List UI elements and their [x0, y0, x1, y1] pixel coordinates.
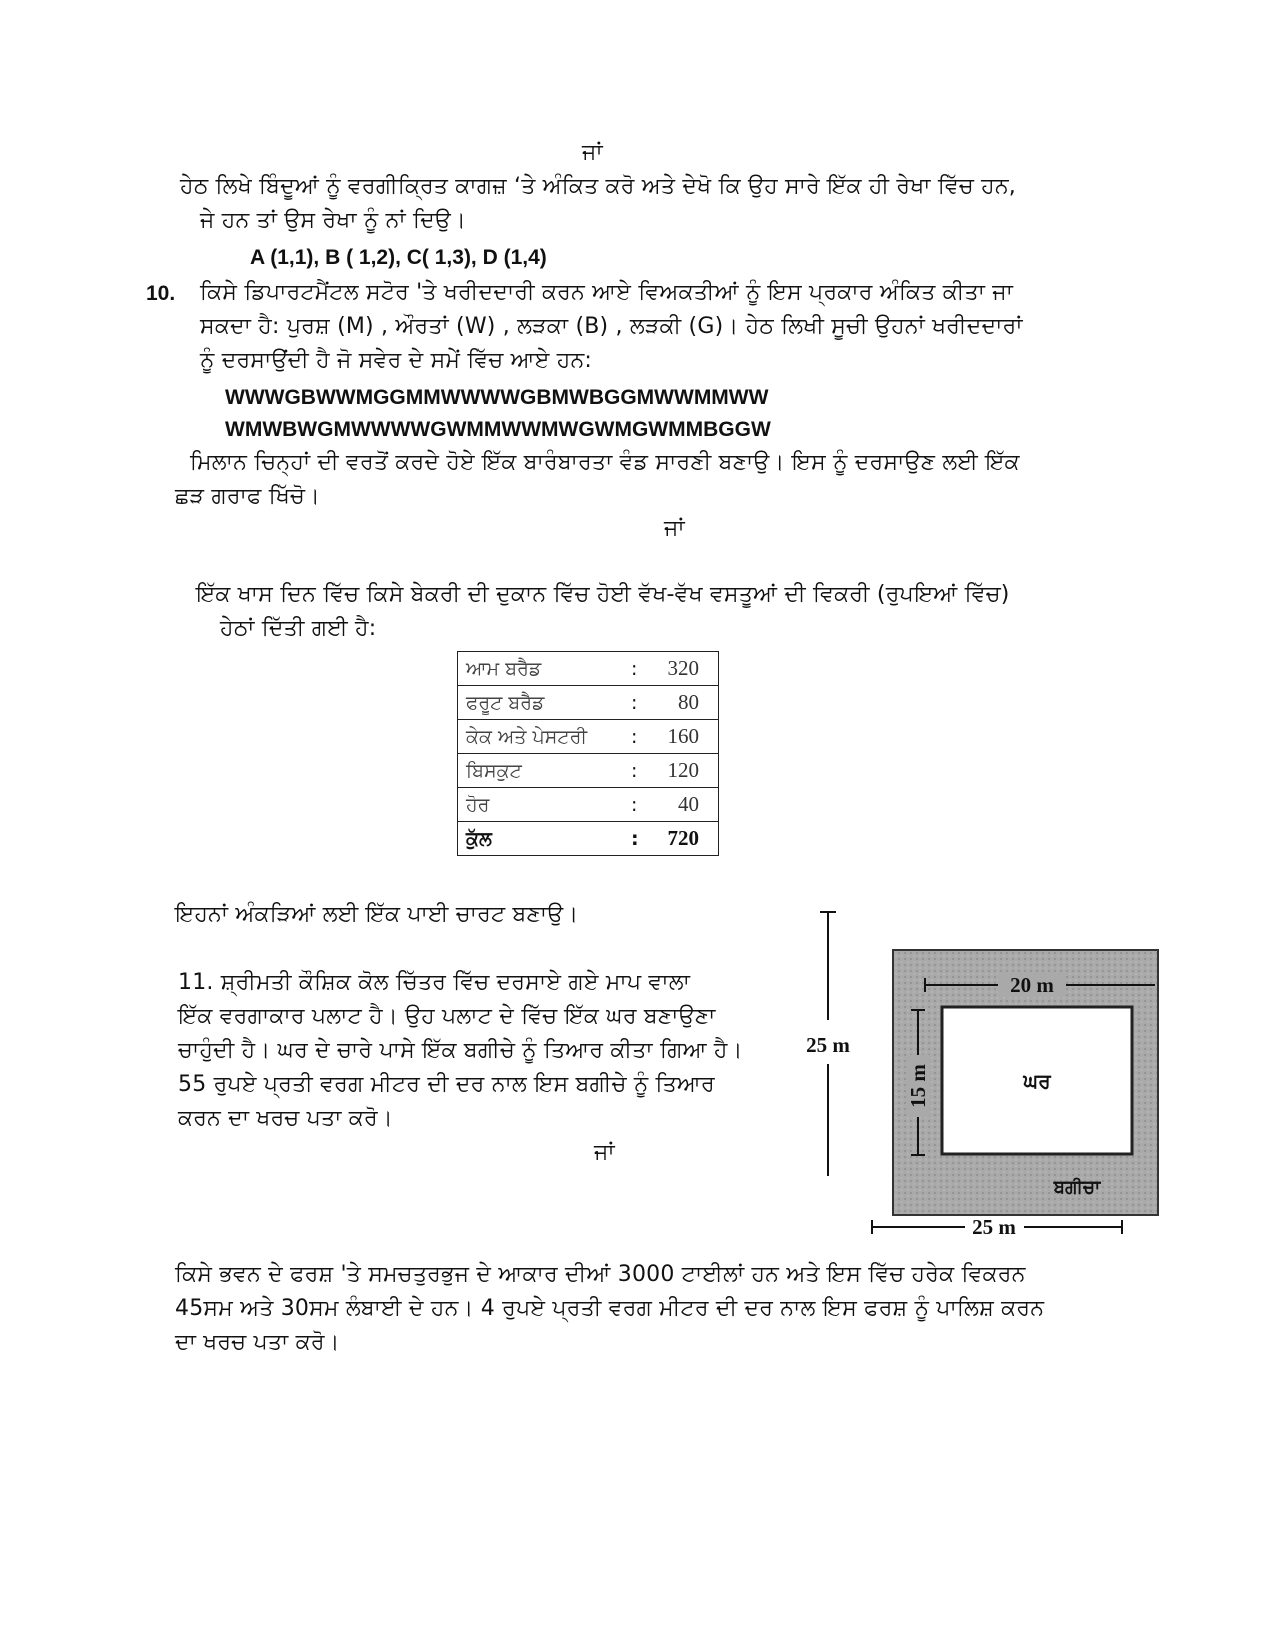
separator: :: [631, 658, 638, 680]
item-value: 40: [678, 792, 699, 816]
table-row: [458, 754, 719, 788]
q10-number: 10.: [146, 282, 176, 305]
plot-base-label: 25 m: [972, 1215, 1016, 1239]
house-height-label: 15 m: [906, 1064, 930, 1108]
separator: :: [631, 828, 639, 850]
item-name: ਕੇਕ ਅਤੇ ਪੇਸਟਰੀ: [466, 726, 588, 748]
separator: :: [631, 760, 638, 782]
plot-figure: [806, 940, 1190, 1250]
q11-line-1: 11. ਸ਼੍ਰੀਮਤੀ ਕੌਸ਼ਿਕ ਕੋਲ ਚਿੱਤਰ ਵਿੱਚ ਦਰਸਾਏ ਗਏ ਮਾਪ ਵਾਲਾ: [178, 970, 691, 995]
q11-line-2: ਇੱਕ ਵਰਗਾਕਾਰ ਪਲਾਟ ਹੈ। ਉਹ ਪਲਾਟ ਦੇ ਵਿੱਚ ਇੱਕ ਘਰ ਬਣਾਉਣਾ: [178, 1004, 716, 1029]
item-name: ਬਿਸਕੁਟ: [466, 760, 522, 782]
q10-alt-line-3: ਇਹਨਾਂ ਅੰਕੜਿਆਂ ਲਈ ਇੱਕ ਪਾਈ ਚਾਰਟ ਬਣਾਉ।: [175, 902, 579, 927]
bakery-sales-table: [457, 651, 719, 856]
separator: :: [631, 692, 638, 714]
plot-side-label: 25 m: [806, 1033, 850, 1057]
q11-line-4: 55 ਰੁਪਏ ਪ੍ਰਤੀ ਵਰਗ ਮੀਟਰ ਦੀ ਦਰ ਨਾਲ ਇਸ ਬਗੀਚੇ ਨੂੰ ਤਿਆਰ: [178, 1072, 715, 1097]
item-value: 120: [667, 758, 699, 782]
q9-alt-line-1: ਹੇਠ ਲਿਖੇ ਬਿੰਦੂਆਂ ਨੂੰ ਵਰਗੀਕ੍ਰਿਤ ਕਾਗਜ਼ ‘ਤੇ ਅੰਕਿਤ ਕਰੋ ਅਤੇ ਦੇਖੋ ਕਿ ਉਹ ਸਾਰੇ ਇੱਕ ਹੀ ਰੇਖਾ ਵਿੱਚ ਹਨ,: [180, 174, 1016, 199]
q10-sequence-2: WMWBWGMWWWWGWMMWWMWGWMGWMMBGGW: [225, 418, 771, 441]
q11-alt-line-2: 45ਸਮ ਅਤੇ 30ਸਮ ਲੰਬਾਈ ਦੇ ਹਨ। 4 ਰੁਪਏ ਪ੍ਰਤੀ ਵਰਗ ਮੀਟਰ ਦੀ ਦਰ ਨਾਲ ਇਸ ਫਰਸ਼ ਨੂੰ ਪਾਲਿਸ਼ ਕਰਨ: [175, 1296, 1045, 1321]
q10-alt-line-1: ਇੱਕ ਖਾਸ ਦਿਨ ਵਿੱਚ ਕਿਸੇ ਬੇਕਰੀ ਦੀ ਦੁਕਾਨ ਵਿੱਚ ਹੋਈ ਵੱਖ-ਵੱਖ ਵਸਤੂਆਂ ਦੀ ਵਿਕਰੀ (ਰੁਪਇਆਂ ਵਿੱਚ): [196, 582, 1010, 607]
q10-alt-line-2: ਹੇਠਾਂ ਦਿੱਤੀ ਗਈ ਹੈ:: [220, 616, 377, 641]
item-value: 720: [667, 826, 699, 850]
separator: :: [631, 794, 638, 816]
q10-line-2: ਸਕਦਾ ਹੈ: ਪੁਰਸ਼ (M) , ਔਰਤਾਂ (W) , ਲੜਕਾ (B) , ਲੜਕੀ (G)। ਹੇਠ ਲਿਖੀ ਸੂਚੀ ਉਹਨਾਂ ਖਰੀਦਦਾਰਾਂ: [200, 314, 1023, 339]
q10-line-5: ਛੜ ਗਰਾਫ ਖਿੱਚੋ।: [175, 484, 321, 509]
item-name: ਫਰੂਟ ਬਰੈਡ: [466, 692, 545, 714]
table-row: [458, 720, 719, 754]
separator: :: [631, 726, 638, 748]
table-row: [458, 652, 719, 686]
q11-alt-line-1: ਕਿਸੇ ਭਵਨ ਦੇ ਫਰਸ਼ 'ਤੇ ਸਮਚਤੁਰਭੁਜ ਦੇ ਆਕਾਰ ਦੀਆਂ 3000 ਟਾਈਲਾਂ ਹਨ ਅਤੇ ਇਸ ਵਿੱਚ ਹਰੇਕ ਵਿਕਰਨ: [175, 1262, 1026, 1287]
item-name: ਕੁੱਲ: [466, 828, 492, 850]
q10-line-3: ਨੂੰ ਦਰਸਾਉਂਦੀ ਹੈ ਜੋ ਸਵੇਰ ਦੇ ਸਮੇਂ ਵਿੱਚ ਆਏ ਹਨ:: [200, 348, 593, 373]
house-width-label: 20 m: [1010, 973, 1054, 997]
q10-sequence-1: WWWGBWWMGGMMWWWWGBMWBGGMWWMMWW: [225, 386, 769, 409]
q10-line-4: ਮਿਲਾਨ ਚਿਨ੍ਹਾਂ ਦੀ ਵਰਤੋਂ ਕਰਦੇ ਹੋਏ ਇੱਕ ਬਾਰੰਬਾਰਤਾ ਵੰਡ ਸਾਰਣੀ ਬਣਾਉ। ਇਸ ਨੂੰ ਦਰਸਾਉਣ ਲਈ ਇੱਕ: [190, 450, 1020, 475]
q11-line-3: ਚਾਹੁੰਦੀ ਹੈ। ਘਰ ਦੇ ਚਾਰੇ ਪਾਸੇ ਇੱਕ ਬਗੀਚੇ ਨੂੰ ਤਿਆਰ ਕੀਤਾ ਗਿਆ ਹੈ।: [178, 1038, 743, 1063]
q10-line-1: ਕਿਸੇ ਡਿਪਾਰਟਮੈਂਟਲ ਸਟੋਰ 'ਤੇ ਖਰੀਦਦਾਰੀ ਕਰਨ ਆਏ ਵਿਅਕਤੀਆਂ ਨੂੰ ਇਸ ਪ੍ਰਕਾਰ ਅੰਕਿਤ ਕੀਤਾ ਜਾ: [200, 280, 1014, 305]
table-row-total: [458, 822, 719, 856]
or-heading-2: ਜਾਂ: [664, 516, 685, 541]
item-value: 320: [667, 656, 699, 680]
or-heading: ਜਾਂ: [582, 140, 603, 165]
item-name: ਹੋਰ: [466, 794, 490, 816]
or-heading-3: ਜਾਂ: [594, 1140, 615, 1165]
garden-label: ਬਗੀਚਾ: [1053, 1177, 1101, 1198]
table-row: [458, 788, 719, 822]
q9-alt-line-2: ਜੇ ਹਨ ਤਾਂ ਉਸ ਰੇਖਾ ਨੂੰ ਨਾਂ ਦਿਉ।: [200, 208, 466, 233]
item-value: 80: [678, 690, 699, 714]
table-row: [458, 686, 719, 720]
q9-alt-points: A (1,1), B ( 1,2), C( 1,3), D (1,4): [250, 246, 547, 269]
q11-alt-line-3: ਦਾ ਖਰਚ ਪਤਾ ਕਰੋ।: [175, 1330, 340, 1355]
q11-line-5: ਕਰਨ ਦਾ ਖਰਚ ਪਤਾ ਕਰੋ।: [178, 1106, 393, 1131]
item-name: ਆਮ ਬਰੈਡ: [466, 658, 542, 680]
house-label: ਘਰ: [1023, 1069, 1051, 1093]
item-value: 160: [667, 724, 699, 748]
